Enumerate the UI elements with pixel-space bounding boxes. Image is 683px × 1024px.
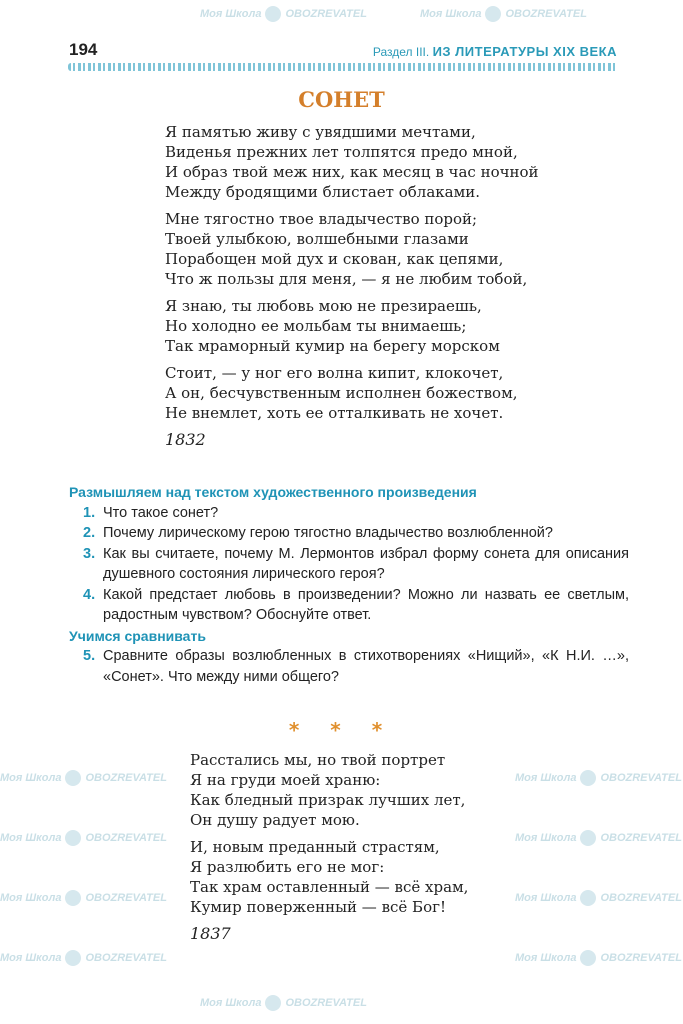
- stanza: [190, 837, 468, 917]
- stanza-separator: * * *: [288, 718, 395, 742]
- watermark: [515, 830, 682, 846]
- watermark-brand: OBOZREVATEL: [285, 996, 367, 1009]
- watermark-logo-icon: [485, 6, 501, 22]
- poem-line: Стоит, — у ног его волна кипит, клокочет,: [165, 364, 504, 382]
- watermark-brand: OBOZREVATEL: [85, 771, 167, 784]
- watermark-brand: OBOZREVATEL: [85, 891, 167, 904]
- watermark-logo-icon: [580, 770, 596, 786]
- poem-line: А он, бесчувственным исполнен божеством,: [165, 384, 518, 402]
- question-text: Что такое сонет?: [103, 504, 219, 521]
- watermark-brand: OBOZREVATEL: [285, 7, 367, 20]
- watermark: [0, 770, 167, 786]
- watermark-brand: Моя Школа: [0, 831, 62, 844]
- question-text: Какой предстает любовь в произведении? Можно ли назвать ее светлым, радостным чувством? Обоснуйте ответ.: [103, 586, 629, 623]
- watermark-brand: OBOZREVATEL: [85, 831, 167, 844]
- watermark-brand: OBOZREVATEL: [505, 7, 587, 20]
- poem-line: Он душу радует мою.: [190, 811, 360, 829]
- poem-line: Я памятью живу с увядшими мечтами,: [165, 123, 476, 141]
- poem-line: Но холодно ее мольбам ты внимаешь;: [165, 317, 467, 335]
- watermark-brand: OBOZREVATEL: [85, 951, 167, 964]
- watermark: [0, 830, 167, 846]
- watermark-logo-icon: [580, 830, 596, 846]
- section-prefix: Раздел III.: [372, 45, 430, 59]
- section-title: ИЗ ЛИТЕРАТУРЫ XIX ВЕКА: [432, 44, 617, 59]
- poem-line: Виденья прежних лет толпятся предо мной,: [165, 143, 518, 161]
- watermark-brand: OBOZREVATEL: [600, 771, 682, 784]
- poem-line: Не внемлет, хоть ее отталкивать не хочет.: [165, 404, 504, 422]
- poem-line: Я разлюбить его не мог:: [190, 858, 385, 876]
- watermark-logo-icon: [580, 890, 596, 906]
- watermark-brand: Моя Школа: [515, 771, 577, 784]
- watermark: [420, 6, 587, 22]
- watermark: [200, 995, 367, 1011]
- watermark-brand: Моя Школа: [0, 771, 62, 784]
- question-number: 3.: [83, 545, 96, 562]
- poem-line: Между бродящими блистает облаками.: [165, 183, 481, 201]
- poem-line: Что ж пользы для меня, — я не любим тобой,: [165, 270, 528, 288]
- watermark-brand: Моя Школа: [515, 951, 577, 964]
- poem-line: Как бледный призрак лучших лет,: [190, 791, 466, 809]
- poem-line: Порабощен мой дух и скован, как цепями,: [165, 250, 504, 268]
- questions-heading: Размышляем над текстом художественного произведения: [69, 484, 477, 500]
- watermark-brand: Моя Школа: [0, 951, 62, 964]
- watermark-brand: OBOZREVATEL: [600, 831, 682, 844]
- poem-line: Так храм оставленный — всё храм,: [190, 878, 469, 896]
- watermark-brand: OBOZREVATEL: [600, 891, 682, 904]
- poem-title: СОНЕТ: [298, 87, 385, 112]
- poem-sonnet: [165, 122, 539, 450]
- question-item: [69, 503, 629, 524]
- question-item: [69, 523, 629, 544]
- poem-line: И образ твой меж них, как месяц в час ночной: [165, 163, 539, 181]
- poem-year: 1837: [190, 924, 231, 943]
- watermark-brand: Моя Школа: [200, 996, 262, 1009]
- watermark-brand: Моя Школа: [515, 891, 577, 904]
- question-number: 1.: [83, 504, 96, 521]
- poem-line: Так мраморный кумир на берегу морском: [165, 337, 500, 355]
- watermark: [515, 770, 682, 786]
- poem-line: Расстались мы, но твой портрет: [190, 751, 446, 769]
- watermark-brand: Моя Школа: [200, 7, 262, 20]
- watermark: [515, 890, 682, 906]
- question-text: Сравните образы возлюбленных в стихотворениях «Нищий», «К Н.И. …», «Сонет». Что между ними общего?: [103, 648, 629, 685]
- poem-line: Мне тягостно твое владычество порой;: [165, 210, 478, 228]
- watermark-logo-icon: [65, 830, 81, 846]
- poem-line: Кумир поверженный — всё Бог!: [190, 898, 446, 916]
- watermark-logo-icon: [265, 6, 281, 22]
- poem-line: Я на груди моей храню:: [190, 771, 381, 789]
- question-text: Почему лирическому герою тягостно владычество возлюбленной?: [103, 525, 553, 541]
- watermark-logo-icon: [265, 995, 281, 1011]
- watermark-logo-icon: [580, 950, 596, 966]
- question-item: [69, 585, 629, 626]
- running-header: [373, 44, 617, 59]
- stanza: [165, 209, 539, 289]
- question-number: 4.: [83, 586, 96, 603]
- watermark-brand: OBOZREVATEL: [600, 951, 682, 964]
- question-item: [69, 646, 629, 687]
- watermark-logo-icon: [65, 890, 81, 906]
- poem-line: И, новым преданный страстям,: [190, 838, 440, 856]
- watermark-logo-icon: [65, 950, 81, 966]
- watermark-logo-icon: [65, 770, 81, 786]
- poem-line: Твоей улыбкою, волшебными глазами: [165, 230, 469, 248]
- watermark: [0, 950, 167, 966]
- page-number: 194: [69, 40, 98, 59]
- watermark: [200, 6, 367, 22]
- watermark-brand: Моя Школа: [515, 831, 577, 844]
- watermark-brand: Моя Школа: [420, 7, 482, 20]
- ornament-divider: [68, 63, 618, 71]
- question-text: Как вы считаете, почему М. Лермонтов избрал форму сонета для описания душевного состояния лирического героя?: [103, 545, 629, 582]
- question-item: [69, 544, 629, 585]
- poem-year: 1832: [165, 430, 206, 449]
- poem-line: Я знаю, ты любовь мою не презираешь,: [165, 297, 482, 315]
- watermark-brand: Моя Школа: [0, 891, 62, 904]
- stanza: [165, 296, 539, 356]
- stanza: [165, 363, 539, 423]
- compare-heading: Учимся сравнивать: [69, 627, 206, 644]
- watermark: [0, 890, 167, 906]
- stanza: [165, 122, 539, 202]
- questions-section: [69, 482, 629, 687]
- stanza: [190, 750, 468, 830]
- poem-parted: [190, 750, 468, 944]
- question-number: 2.: [83, 525, 96, 541]
- watermark: [515, 950, 682, 966]
- question-number: 5.: [83, 648, 96, 664]
